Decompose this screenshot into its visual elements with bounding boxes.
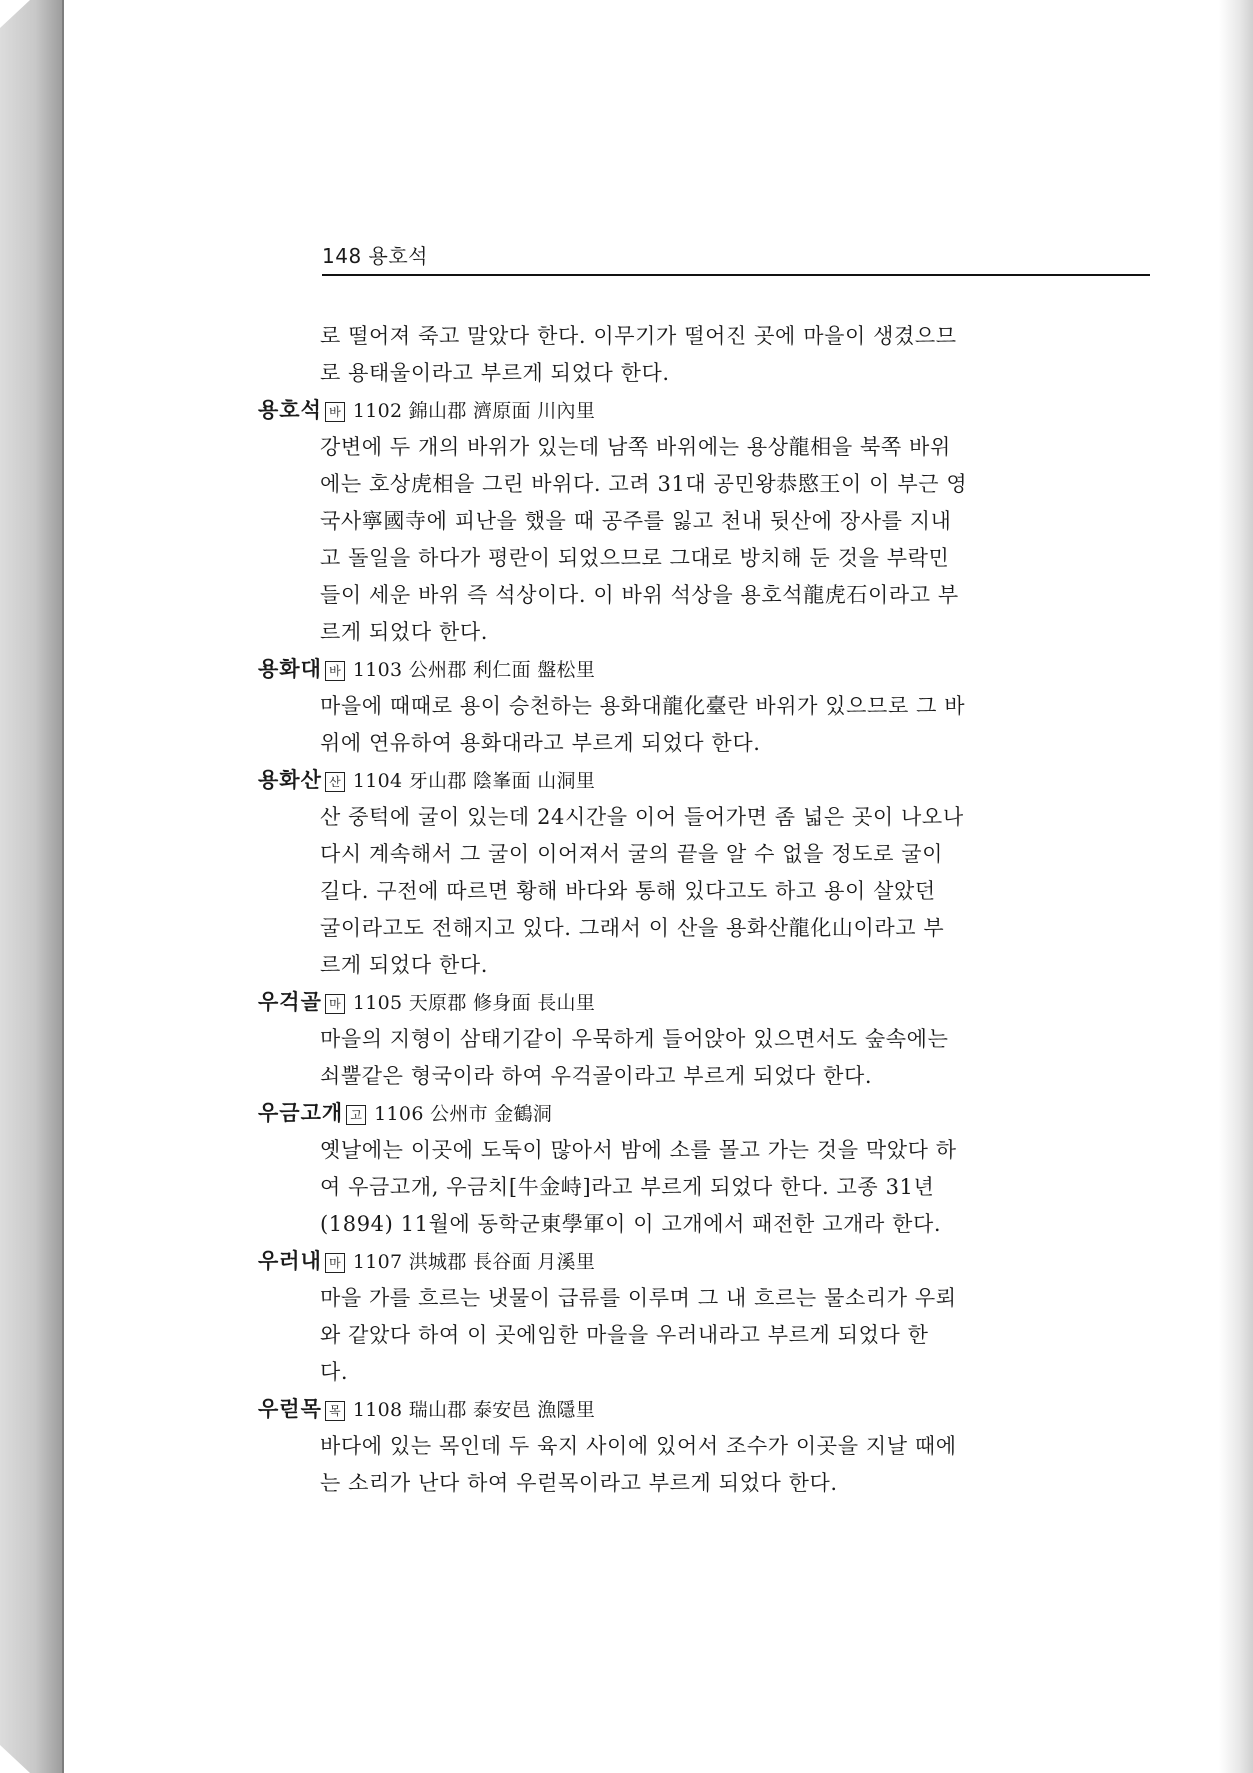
entry-heading [258,984,1086,1021]
entry-text-line: 다시 계속해서 그 굴이 이어져서 굴의 끝을 알 수 없을 정도로 굴이 [320,842,944,866]
entry-term: 용화대 [258,657,322,681]
category-badge: 바 [325,402,345,422]
entry-text-line: 는 소리가 난다 하여 우럳목이라고 부르게 되었다 한다. [320,1471,838,1495]
entry-location: 1105 天原郡 修身面 長山里 [352,992,596,1014]
entry-term: 우러내 [258,1249,322,1273]
entry-text-line: 르게 되었다 한다. [320,953,489,977]
entry-heading [258,651,1086,688]
entry-location: 1108 瑞山郡 泰安邑 漁隱里 [352,1399,596,1421]
category-badge: 마 [325,1253,345,1273]
entry-text-line: 고 돌일을 하다가 평란이 되었으므로 그대로 방치해 둔 것을 부락민 [320,546,950,570]
entry-text-line: 길다. 구전에 따르면 황해 바다와 통해 있다고도 하고 용이 살았던 [320,879,936,903]
entry-heading [258,1243,1086,1280]
book-edge [0,0,64,1773]
entry-text-line: 마을에 때때로 용이 승천하는 용화대龍化臺란 바위가 있으므로 그 바 [320,694,966,718]
entry-location: 1103 公州郡 利仁面 盤松里 [352,659,596,681]
entry-term: 용화산 [258,768,322,792]
entry-heading [258,392,1086,429]
page-body [258,318,1086,1502]
entry-text-line: 산 중턱에 굴이 있는데 24시간을 이어 들어가면 좀 넓은 곳이 나오나 [320,805,964,829]
entry-text-line: 에는 호상虎相을 그린 바위다. 고려 31대 공민왕恭愍王이 이 부근 영 [320,472,968,496]
intro-line: 로 용태울이라고 부르게 되었다 한다. [320,361,670,385]
entry-text-line: 르게 되었다 한다. [320,620,489,644]
entry-text-line: 강변에 두 개의 바위가 있는데 남쪽 바위에는 용상龍相을 북쪽 바위 [320,435,951,459]
entry-location: 1102 錦山郡 濟原面 川內里 [352,400,596,422]
entry-text-line: 바다에 있는 목인데 두 육지 사이에 있어서 조수가 이곳을 지날 때에 [320,1434,957,1458]
category-badge: 바 [325,661,345,681]
category-badge: 산 [325,772,345,792]
entry-term: 우금고개 [258,1101,344,1125]
category-badge: 마 [325,994,345,1014]
entry-text-line: 옛날에는 이곳에 도둑이 많아서 밤에 소를 몰고 가는 것을 막았다 하 [320,1138,957,1162]
entry-location: 1106 公州市 金鶴洞 [374,1103,553,1125]
entry-location: 1104 牙山郡 陰峯面 山洞里 [352,770,596,792]
entry-text-line: 굴이라고도 전해지고 있다. 그래서 이 산을 용화산龍化山이라고 부 [320,916,945,940]
entry-text-line: 쇠뿔같은 형국이라 하여 우걱골이라고 부르게 되었다 한다. [320,1064,873,1088]
page-shadow [1219,0,1253,1773]
entry-text-line: 다. [320,1360,349,1384]
entry-text-line: 여 우금고개, 우금치[牛金峙]라고 부르게 되었다 한다. 고종 31년 [320,1175,935,1199]
entry-text-line: 들이 세운 바위 즉 석상이다. 이 바위 석상을 용호석龍虎石이라고 부 [320,583,959,607]
entry-text-line: 국사寧國寺에 피난을 했을 때 공주를 잃고 천내 뒷산에 장사를 지내 [320,509,952,533]
entry-term: 우럳목 [258,1397,322,1421]
intro-line: 로 떨어져 죽고 말았다 한다. 이무기가 떨어진 곳에 마을이 생겼으므 [320,324,957,348]
entry-text-line: 마을의 지형이 삼태기같이 우묵하게 들어앉아 있으면서도 숲속에는 [320,1027,949,1051]
entry-heading [258,1391,1086,1428]
entry-heading [258,762,1086,799]
page-number-title: 148 용호석 [322,244,428,268]
entry-text-line: 위에 연유하여 용화대라고 부르게 되었다 한다. [320,731,761,755]
category-badge: 고 [346,1105,366,1125]
category-badge: 목 [325,1401,345,1421]
entry-term: 용호석 [258,398,322,422]
entry-text-line: (1894) 11월에 동학군東學軍이 이 고개에서 패전한 고개라 한다. [320,1212,942,1236]
entry-heading [258,1095,1086,1132]
entry-term: 우걱골 [258,990,322,1014]
entry-location: 1107 洪城郡 長谷面 月溪里 [352,1251,596,1273]
entry-text-line: 마을 가를 흐르는 냇물이 급류를 이루며 그 내 흐르는 물소리가 우뢰 [320,1286,957,1310]
running-header [322,240,1150,276]
entry-text-line: 와 같았다 하여 이 곳에임한 마을을 우러내라고 부르게 되었다 한 [320,1323,929,1347]
